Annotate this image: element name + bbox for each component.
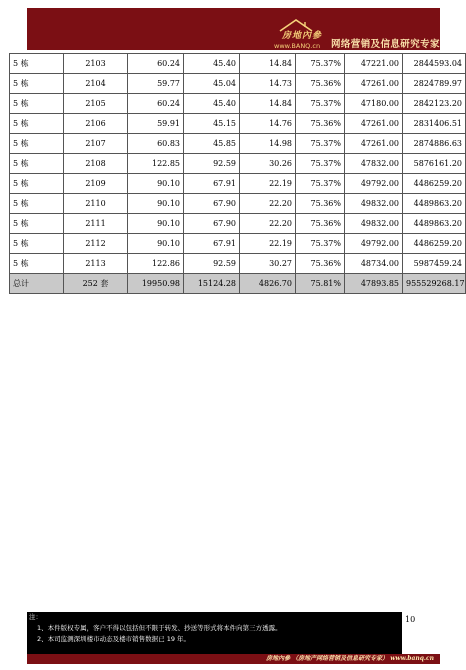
table-cell: 45.40 xyxy=(184,94,240,114)
table-cell: 22.20 xyxy=(240,214,296,234)
table-cell: 5 栋 xyxy=(10,254,64,274)
table-cell: 5987459.24 xyxy=(403,254,466,274)
table-cell: 47180.00 xyxy=(345,94,403,114)
table-cell: 5 栋 xyxy=(10,74,64,94)
table-row xyxy=(10,54,466,74)
table-cell: 5 栋 xyxy=(10,234,64,254)
table-cell: 总计 xyxy=(10,274,64,294)
table-cell: 14.84 xyxy=(240,94,296,114)
table-cell: 45.15 xyxy=(184,114,240,134)
table-cell: 67.91 xyxy=(184,234,240,254)
note-line: 1、本件版权专属，客户不得以包括但不限于转发、抄送等形式将本件向第三方透露。 xyxy=(37,624,282,632)
banner-title: 网络营销及信息研究专家 xyxy=(331,39,440,50)
table-cell: 2110 xyxy=(64,194,128,214)
table-cell: 47893.85 xyxy=(345,274,403,294)
table-cell: 22.19 xyxy=(240,174,296,194)
table-row xyxy=(10,114,466,134)
table-cell: 75.81% xyxy=(296,274,345,294)
table-cell: 4486259.20 xyxy=(403,234,466,254)
table-cell: 955529268.17 xyxy=(403,274,466,294)
table-cell: 14.98 xyxy=(240,134,296,154)
table-cell: 2104 xyxy=(64,74,128,94)
table-row xyxy=(10,254,466,274)
table-cell: 60.83 xyxy=(128,134,184,154)
table-cell: 59.77 xyxy=(128,74,184,94)
table-cell: 75.37% xyxy=(296,234,345,254)
sales-table xyxy=(9,53,466,294)
table-cell: 14.84 xyxy=(240,54,296,74)
table-cell: 2105 xyxy=(64,94,128,114)
table-cell: 5876161.20 xyxy=(403,154,466,174)
table-cell: 5 栋 xyxy=(10,54,64,74)
table-row xyxy=(10,94,466,114)
table-cell: 5 栋 xyxy=(10,174,64,194)
table-cell: 49832.00 xyxy=(345,214,403,234)
table-cell: 5 栋 xyxy=(10,154,64,174)
table-cell: 2112 xyxy=(64,234,128,254)
table-cell: 48734.00 xyxy=(345,254,403,274)
table-cell: 2831406.51 xyxy=(403,114,466,134)
table-cell: 5 栋 xyxy=(10,94,64,114)
table-row xyxy=(10,194,466,214)
table-cell: 5 栋 xyxy=(10,134,64,154)
page-number: 10 xyxy=(405,615,416,624)
table-cell: 60.24 xyxy=(128,94,184,114)
table-cell: 2824789.97 xyxy=(403,74,466,94)
table-cell: 75.36% xyxy=(296,74,345,94)
table-cell: 49832.00 xyxy=(345,194,403,214)
table-cell: 14.73 xyxy=(240,74,296,94)
table-cell: 5 栋 xyxy=(10,214,64,234)
table-cell: 30.27 xyxy=(240,254,296,274)
header-banner xyxy=(27,8,440,50)
table-cell: 4489863.20 xyxy=(403,214,466,234)
table-cell: 49792.00 xyxy=(345,234,403,254)
table-cell: 30.26 xyxy=(240,154,296,174)
notes-label: 注： xyxy=(29,613,42,621)
table-cell: 75.36% xyxy=(296,194,345,214)
table-cell: 14.76 xyxy=(240,114,296,134)
total-row xyxy=(10,274,466,294)
table-cell: 4826.70 xyxy=(240,274,296,294)
table-cell: 75.36% xyxy=(296,214,345,234)
table-cell: 22.20 xyxy=(240,194,296,214)
table-cell: 75.36% xyxy=(296,254,345,274)
table-cell: 22.19 xyxy=(240,234,296,254)
table-cell: 47261.00 xyxy=(345,114,403,134)
table-cell: 75.37% xyxy=(296,134,345,154)
table-cell: 49792.00 xyxy=(345,174,403,194)
logo-url: www.BANQ.cn xyxy=(274,42,321,50)
table-cell: 67.91 xyxy=(184,174,240,194)
table-cell: 90.10 xyxy=(128,174,184,194)
table-cell: 67.90 xyxy=(184,214,240,234)
table-row xyxy=(10,74,466,94)
note-line: 2、本司监测深圳楼市动态及楼市销售数据已 19 年。 xyxy=(37,635,191,643)
table-cell: 2108 xyxy=(64,154,128,174)
table-row xyxy=(10,234,466,254)
table-cell: 92.59 xyxy=(184,154,240,174)
table-cell: 122.86 xyxy=(128,254,184,274)
table-row xyxy=(10,174,466,194)
footer-bar: 房地內參 （房地产网络营销及信息研究专家） www.banq.cn xyxy=(27,654,440,664)
table-cell: 60.24 xyxy=(128,54,184,74)
table-cell: 5 栋 xyxy=(10,194,64,214)
table-cell: 2103 xyxy=(64,54,128,74)
table-cell: 59.91 xyxy=(128,114,184,134)
table-cell: 45.04 xyxy=(184,74,240,94)
table-row xyxy=(10,134,466,154)
table-cell: 90.10 xyxy=(128,214,184,234)
table-row xyxy=(10,214,466,234)
table-cell: 45.85 xyxy=(184,134,240,154)
logo-text: 房地內參 xyxy=(282,31,323,41)
table-cell: 4489863.20 xyxy=(403,194,466,214)
table-cell: 92.59 xyxy=(184,254,240,274)
footer-notes xyxy=(27,612,402,657)
table-cell: 75.36% xyxy=(296,114,345,134)
table-cell: 122.85 xyxy=(128,154,184,174)
table-cell: 90.10 xyxy=(128,234,184,254)
table-cell: 47261.00 xyxy=(345,134,403,154)
table-cell: 2111 xyxy=(64,214,128,234)
table-cell: 75.37% xyxy=(296,54,345,74)
table-cell: 2874886.63 xyxy=(403,134,466,154)
table-cell: 47832.00 xyxy=(345,154,403,174)
table-cell: 2109 xyxy=(64,174,128,194)
table-cell: 15124.28 xyxy=(184,274,240,294)
table-cell: 90.10 xyxy=(128,194,184,214)
table-cell: 2113 xyxy=(64,254,128,274)
table-cell: 75.37% xyxy=(296,174,345,194)
table-row xyxy=(10,154,466,174)
table-cell: 19950.98 xyxy=(128,274,184,294)
table-cell: 4486259.20 xyxy=(403,174,466,194)
table-cell: 2107 xyxy=(64,134,128,154)
table-cell: 5 栋 xyxy=(10,114,64,134)
table-cell: 75.37% xyxy=(296,154,345,174)
table-cell: 45.40 xyxy=(184,54,240,74)
table-cell: 2106 xyxy=(64,114,128,134)
table-cell: 2844593.04 xyxy=(403,54,466,74)
table-cell: 2842123.20 xyxy=(403,94,466,114)
table-cell: 75.37% xyxy=(296,94,345,114)
table-cell: 67.90 xyxy=(184,194,240,214)
table-cell: 252 套 xyxy=(64,274,128,294)
table-cell: 47261.00 xyxy=(345,74,403,94)
table-cell: 47221.00 xyxy=(345,54,403,74)
